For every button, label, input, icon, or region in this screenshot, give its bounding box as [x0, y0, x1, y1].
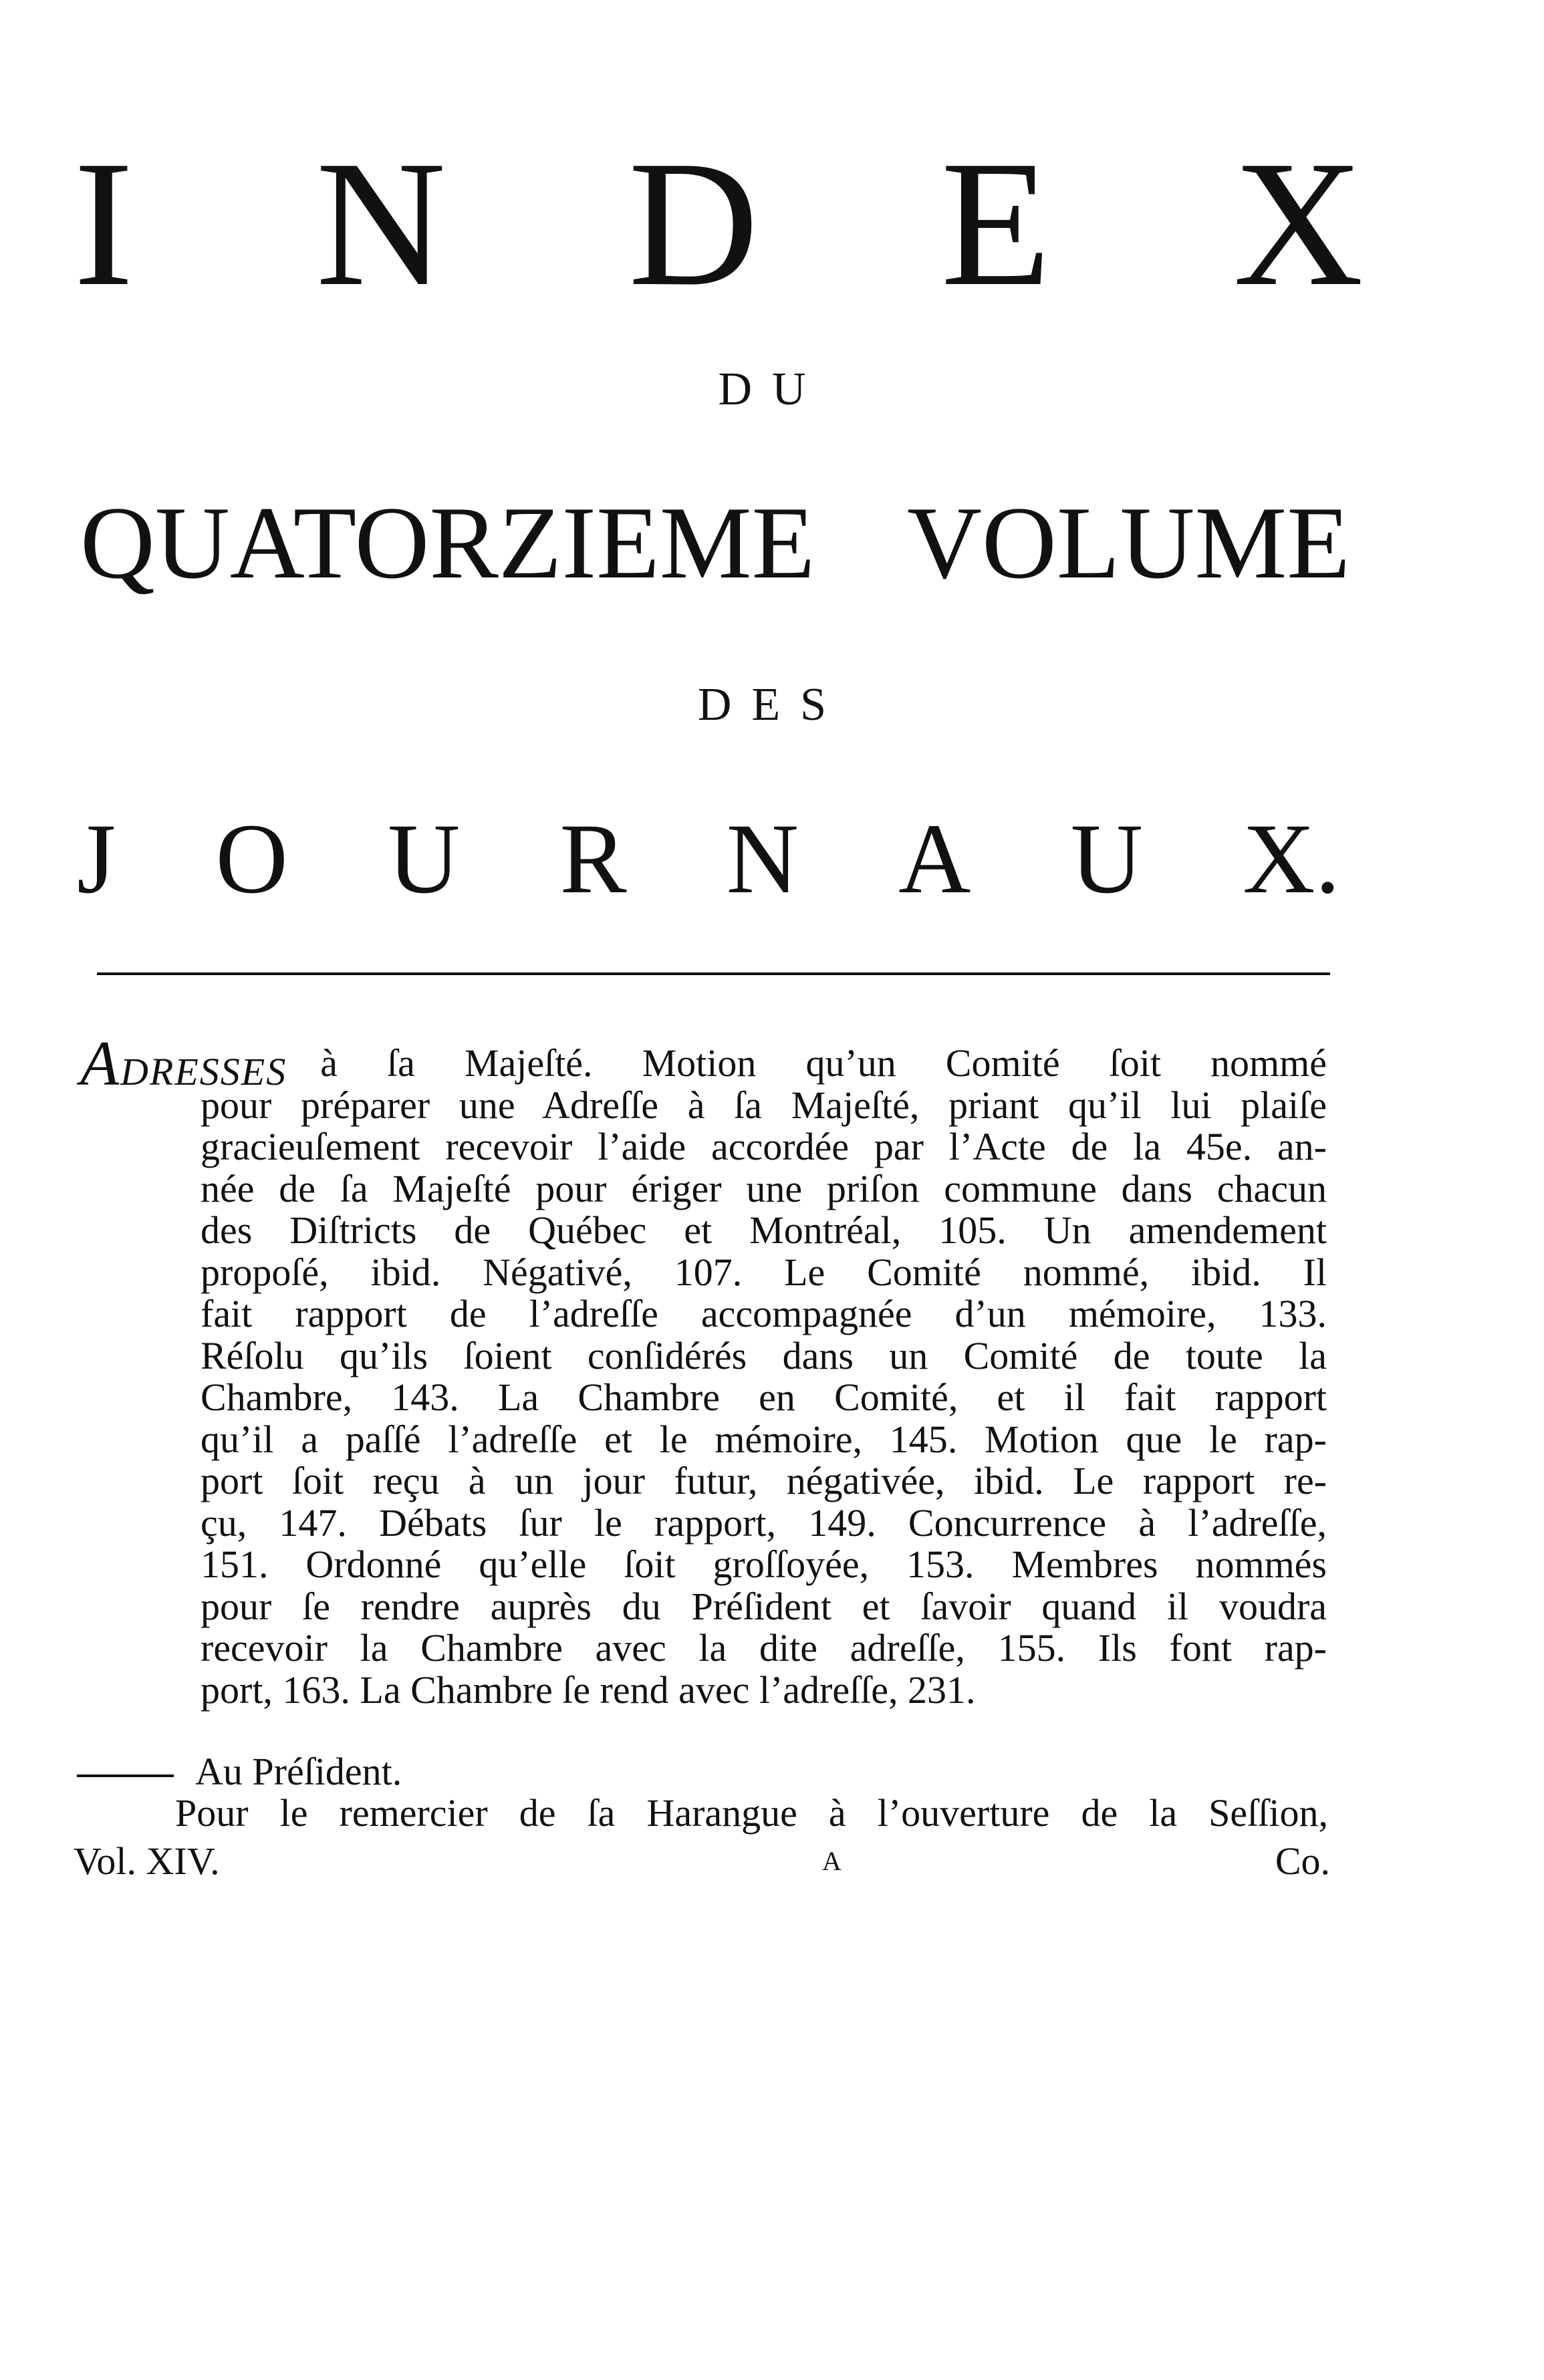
entry-line: propoſé, ibid. Négativé, 107. Le Comité nommé, ibid. Il [201, 1250, 1327, 1294]
entry-heading: ADRESSES [80, 1028, 287, 1099]
entry-line: des Diſtricts de Québec et Montréal, 105. Un amendement [201, 1208, 1327, 1252]
title-letter: X [1233, 124, 1364, 323]
entry-line: gracieuſement recevoir l’aide accordée par l’Acte de la 45e. an- [201, 1125, 1327, 1168]
entry-line: Chambre, 143. La Chambre en Comité, et il fait rapport [201, 1375, 1327, 1419]
entry-line: qu’il a paſſé l’adreſſe et le mémoire, 145. Motion que le rap- [201, 1417, 1327, 1461]
index-title [74, 124, 1364, 323]
entry-line: 151. Ordonné qu’elle ſoit groſſoyée, 153. Membres nommés [201, 1543, 1327, 1586]
entry-line: port ſoit reçu à un jour futur, négativée, ibid. Le rapport re- [201, 1459, 1327, 1502]
entry-line: recevoir la Chambre avec la dite adreſſe, 155. Ils font rap- [201, 1626, 1327, 1670]
journaux-letter: U [388, 803, 461, 914]
title-letter: E [940, 124, 1051, 323]
title-du: DU [718, 364, 826, 415]
entry-line-text: à ſa Majeſté. Motion qu’un Comité ſoit nommé [320, 1041, 1327, 1085]
journaux-letter: R [559, 803, 627, 914]
catchword: Co. [1275, 1839, 1330, 1883]
title-letter: D [628, 124, 759, 323]
entry-line: çu, 147. Débats ſur le rapport, 149. Concurrence à l’adreſſe, [201, 1500, 1327, 1545]
journaux-letter: U [1070, 803, 1144, 914]
entry-line: fait rapport de l’adreſſe accompagnée d’un mémoire, 133. [201, 1292, 1327, 1335]
entry-line: Réſolu qu’ils ſoient conſidérés dans un Comité de toute la [201, 1333, 1327, 1377]
title-letter: I [74, 124, 134, 323]
em-dash-rule [77, 1774, 174, 1777]
journaux-letter: X. [1243, 803, 1340, 914]
volume-marker: Vol. XIV. [74, 1839, 220, 1883]
sub-entry-label: Au Préſident. [77, 1751, 402, 1793]
title-volume-line: QUATORZIEME VOLUME [80, 485, 1350, 600]
title-letter: N [315, 124, 446, 323]
journaux-letter: O [215, 803, 288, 914]
entry-line: port, 163. La Chambre ſe rend avec l’adreſſe, 231. [201, 1668, 976, 1712]
entry-line: née de ſa Majeſté pour ériger une priſon commune dans chacun [201, 1166, 1327, 1210]
page-footer [74, 1838, 1330, 1885]
journaux-letter: J [77, 803, 116, 914]
journaux-letter: N [726, 803, 799, 914]
entry-line: pour ſe rendre auprès du Préſident et ſavoir quand il voudra [201, 1584, 1327, 1628]
index-entry-adresses [80, 1028, 1327, 1712]
signature-mark: A [822, 1846, 842, 1876]
entry-first-line [80, 1028, 1327, 1099]
horizontal-rule [97, 972, 1330, 975]
entry-line: pour préparer une Adreſſe à ſa Majeſté, priant qu’il lui plaiſe [201, 1083, 1327, 1127]
title-des: DES [697, 679, 847, 731]
journaux-letter: A [898, 803, 971, 914]
sub-entry-text: Pour le remercier de ſa Harangue à l’ouverture de la Seſſion, [175, 1791, 1328, 1835]
title-journaux [77, 803, 1340, 914]
